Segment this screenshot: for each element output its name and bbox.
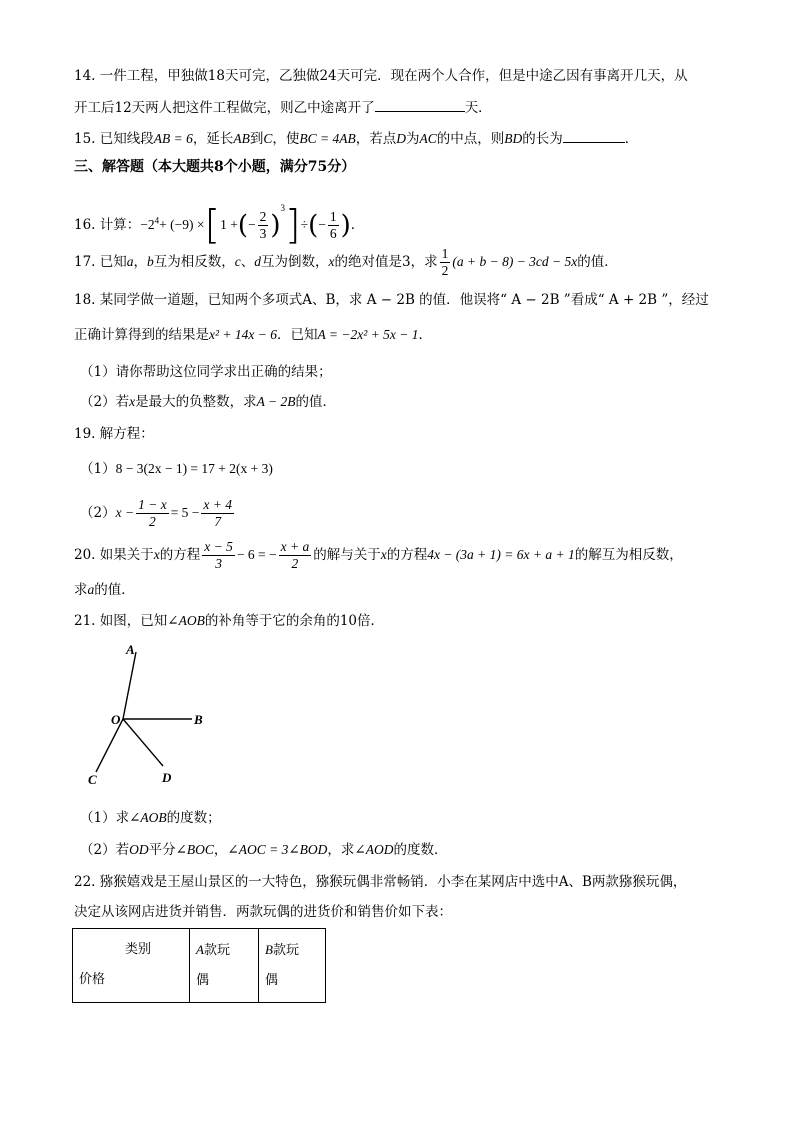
q16-fraction-2 xyxy=(328,209,339,242)
q20-text: 的值． xyxy=(94,582,135,598)
table-header-a xyxy=(190,929,259,1003)
denominator: 2 xyxy=(441,263,449,278)
q21-text: ，求 xyxy=(327,842,355,858)
q15-math: BC = 4AB xyxy=(299,131,356,146)
q20-text: 的解互为相反数， xyxy=(574,547,683,563)
q20-fraction-2 xyxy=(279,539,312,572)
q14-line1 xyxy=(74,66,688,86)
q14-line2 xyxy=(74,97,492,118)
q20-text: 的解与关于 xyxy=(313,547,381,563)
q16-line xyxy=(74,182,364,252)
right-bracket: ] xyxy=(285,202,301,249)
q17-math: d xyxy=(254,254,262,269)
q21-text: 的度数； xyxy=(166,810,221,826)
q17-math: a xyxy=(126,254,134,269)
q16-label: 16. 计算： xyxy=(74,217,141,233)
q21-line xyxy=(74,611,384,631)
q16-math: 1 + xyxy=(220,217,238,232)
numerator: x + a xyxy=(280,539,310,554)
q14-text: 14. 一件工程，甲独做18天可完，乙独做24天可完．现在两个人合作，但是中途乙因有事离开几天，从 xyxy=(74,68,688,84)
q18-text: ． xyxy=(418,327,432,343)
q21-math: ∠AOD xyxy=(354,842,394,857)
header-a-part: 款玩 xyxy=(203,943,230,958)
letter-b: B xyxy=(265,942,273,957)
q22-line1: 22. 猕猴嬉戏是王屋山景区的一大特色，猕猴玩偶非常畅销．小李在某网店中选中A、B两款猕猴玩偶， xyxy=(74,874,687,890)
q18-math: x² + 14x − 6 xyxy=(209,327,278,342)
q18-text: ．已知 xyxy=(277,327,318,343)
q19-text: （1） xyxy=(80,461,116,477)
q15-text: 15. 已知线段 xyxy=(74,131,154,147)
header-a-part-2: 偶 xyxy=(196,973,210,988)
q17-text: 的绝对值是3，求 xyxy=(334,254,438,270)
angle-figure xyxy=(80,640,220,790)
q15-text: ，若点 xyxy=(355,131,397,147)
ray-od xyxy=(123,719,163,766)
q18-line2 xyxy=(74,325,432,345)
q17-text: 互为倒数， xyxy=(261,254,329,270)
q16-fraction-1 xyxy=(258,209,269,242)
label-a: A xyxy=(126,642,135,657)
q21-math: ∠BOC xyxy=(175,842,214,857)
q15-math: D xyxy=(396,131,406,146)
q19-fraction-2 xyxy=(201,497,234,530)
numerator: x − 5 xyxy=(204,539,233,554)
q18-sub1: （1）请你帮助这位同学求出正确的结果； xyxy=(80,364,332,380)
q17-math: c xyxy=(234,254,241,269)
q22-line2: 决定从该网店进货并销售．两款玩偶的进货价和销售价如下表： xyxy=(74,904,452,920)
denominator: 3 xyxy=(215,556,222,571)
right-paren: ) xyxy=(270,210,281,241)
q20-math: − 6 = − xyxy=(236,547,277,562)
q15-math: AB xyxy=(233,131,250,146)
q16-math: ÷ xyxy=(300,217,309,232)
q17-text: 的值． xyxy=(577,254,618,270)
denominator: 3 xyxy=(259,226,267,241)
q19-math: x − xyxy=(115,505,135,520)
q18-text: 是最大的负整数，求 xyxy=(135,394,257,410)
q19-math: 8 − 3(2x − 1) = 17 + 2(x + 3) xyxy=(115,461,273,476)
q21-text: 的补角等于它的余角的10倍． xyxy=(204,613,385,629)
q21-text: 21. 如图，已知 xyxy=(74,613,168,629)
q21-math: ∠AOB xyxy=(129,810,167,825)
q19-math: = 5 − xyxy=(170,505,200,520)
q15-text: ，使 xyxy=(272,131,300,147)
q18-sub2 xyxy=(80,392,336,412)
q15-text: 的中点，则 xyxy=(436,131,505,147)
label-o: O xyxy=(111,712,121,727)
q20-text: 的方程 xyxy=(159,547,201,563)
q15-text: ． xyxy=(624,131,639,147)
table-corner-bottom: 价格 xyxy=(79,972,106,987)
q15-text: 的长为 xyxy=(522,131,563,147)
q15-math: C xyxy=(263,131,273,146)
q15-math: BD xyxy=(504,131,523,146)
q18-text: （2）若 xyxy=(80,394,130,410)
q19-sub1 xyxy=(80,459,273,479)
ray-oa xyxy=(123,652,136,719)
header-b-part: 款玩 xyxy=(272,943,299,958)
denominator: 6 xyxy=(329,226,337,241)
q15-math: AB = 6 xyxy=(153,131,193,146)
q20-math: 4x − (3a + 1) = 6x + a + 1 xyxy=(427,547,575,562)
q17-math: b xyxy=(147,254,154,269)
numerator: 1 xyxy=(329,209,337,224)
q17-text: 、 xyxy=(240,254,255,270)
q21-text: 平分 xyxy=(148,842,176,858)
minus-sign: − xyxy=(318,217,326,232)
label-c: C xyxy=(88,772,97,787)
table-row xyxy=(73,929,326,1003)
label-d: D xyxy=(162,770,172,785)
q16-math: −2 xyxy=(140,217,155,232)
answer-blank[interactable] xyxy=(375,97,465,112)
q17-math: (a + b − 8) − 3cd − 5x xyxy=(452,254,578,269)
q15-line xyxy=(74,128,638,149)
q20-line2 xyxy=(74,580,135,600)
q17-line xyxy=(74,244,618,280)
q21-math: ∠AOC = 3∠BOD xyxy=(227,842,328,857)
q21-sub1 xyxy=(80,808,221,828)
q20-math: x xyxy=(380,547,387,562)
q21-text: 的度数． xyxy=(393,842,448,858)
q18-text: 正确计算得到的结果是 xyxy=(74,327,209,343)
q17-text: 互为相反数， xyxy=(153,254,235,270)
q16-math: ． xyxy=(350,217,365,233)
minus-sign: − xyxy=(248,217,256,232)
q21-math: OD xyxy=(129,842,149,857)
q19-text: （2） xyxy=(80,505,116,521)
q17-fraction xyxy=(440,246,451,279)
q20-text: 求 xyxy=(74,582,88,598)
q20-math: a xyxy=(87,582,95,597)
left-bracket: [ xyxy=(204,202,221,249)
denominator: 7 xyxy=(214,514,222,529)
q16-exponent: 4 xyxy=(154,215,160,226)
numerator: x + 4 xyxy=(203,497,233,512)
q21-text: （2）若 xyxy=(80,842,130,858)
numerator: 1 xyxy=(441,246,449,261)
q20-fraction-1 xyxy=(202,539,235,572)
q18-text: 的值． xyxy=(295,394,336,410)
left-paren: ( xyxy=(237,210,248,241)
q20-text: 20. 如果关于 xyxy=(74,547,154,563)
left-paren: ( xyxy=(308,210,319,241)
q15-math: AC xyxy=(419,131,437,146)
q18-line1: 18. 某同学做一道题，已知两个多项式A、B，求 A − 2B 的值．他误将“ A − 2B ”看成“ A + 2B ”，经过 xyxy=(74,292,709,308)
q18-math: A − 2B xyxy=(256,394,296,409)
answer-blank[interactable] xyxy=(563,128,625,143)
q19-label: 19. 解方程： xyxy=(74,426,154,442)
q15-text: 到 xyxy=(249,131,264,147)
q21-text: ， xyxy=(213,842,228,858)
section-heading: 三、解答题（本大题共8个小题，满分75分） xyxy=(74,159,356,175)
table-header-b-text xyxy=(265,935,319,966)
price-table xyxy=(72,928,326,1003)
header-b-part-2: 偶 xyxy=(265,973,279,988)
label-b: B xyxy=(194,712,203,727)
q21-sub2 xyxy=(80,840,447,860)
denominator: 2 xyxy=(149,514,156,529)
q20-line1 xyxy=(74,532,683,578)
q15-text: 为 xyxy=(406,131,420,147)
q21-math: ∠AOB xyxy=(167,613,205,628)
q18-math: A = −2x² + 5x − 1 xyxy=(317,327,419,342)
table-corner-top: 类别 xyxy=(125,942,152,957)
q19-sub2 xyxy=(80,490,236,536)
q17-text: ， xyxy=(133,254,148,270)
q14-text-3: 天． xyxy=(464,100,492,116)
q14-text-2: 开工后12天两人把这件工程做完，则乙中途离开了 xyxy=(74,100,375,116)
q20-math: x xyxy=(153,547,160,562)
numerator: 1 − x xyxy=(138,497,167,512)
table-header-a-text xyxy=(196,935,252,966)
table-corner-cell xyxy=(73,929,190,1003)
q15-text: ，延长 xyxy=(192,131,234,147)
right-paren: ) xyxy=(340,210,351,241)
numerator: 2 xyxy=(259,209,267,224)
q20-text: 的方程 xyxy=(386,547,428,563)
q16-math: + (−9) × xyxy=(159,217,205,232)
letter-a: A xyxy=(196,942,204,957)
denominator: 2 xyxy=(291,556,299,571)
q16-exponent: 3 xyxy=(280,203,286,213)
q19-fraction-1 xyxy=(136,497,169,530)
q21-text: （1）求 xyxy=(80,810,130,826)
q17-math: x xyxy=(328,254,335,269)
table-header-b xyxy=(259,929,326,1003)
q17-text: 17. 已知 xyxy=(74,254,127,270)
q18-math: x xyxy=(129,394,136,409)
